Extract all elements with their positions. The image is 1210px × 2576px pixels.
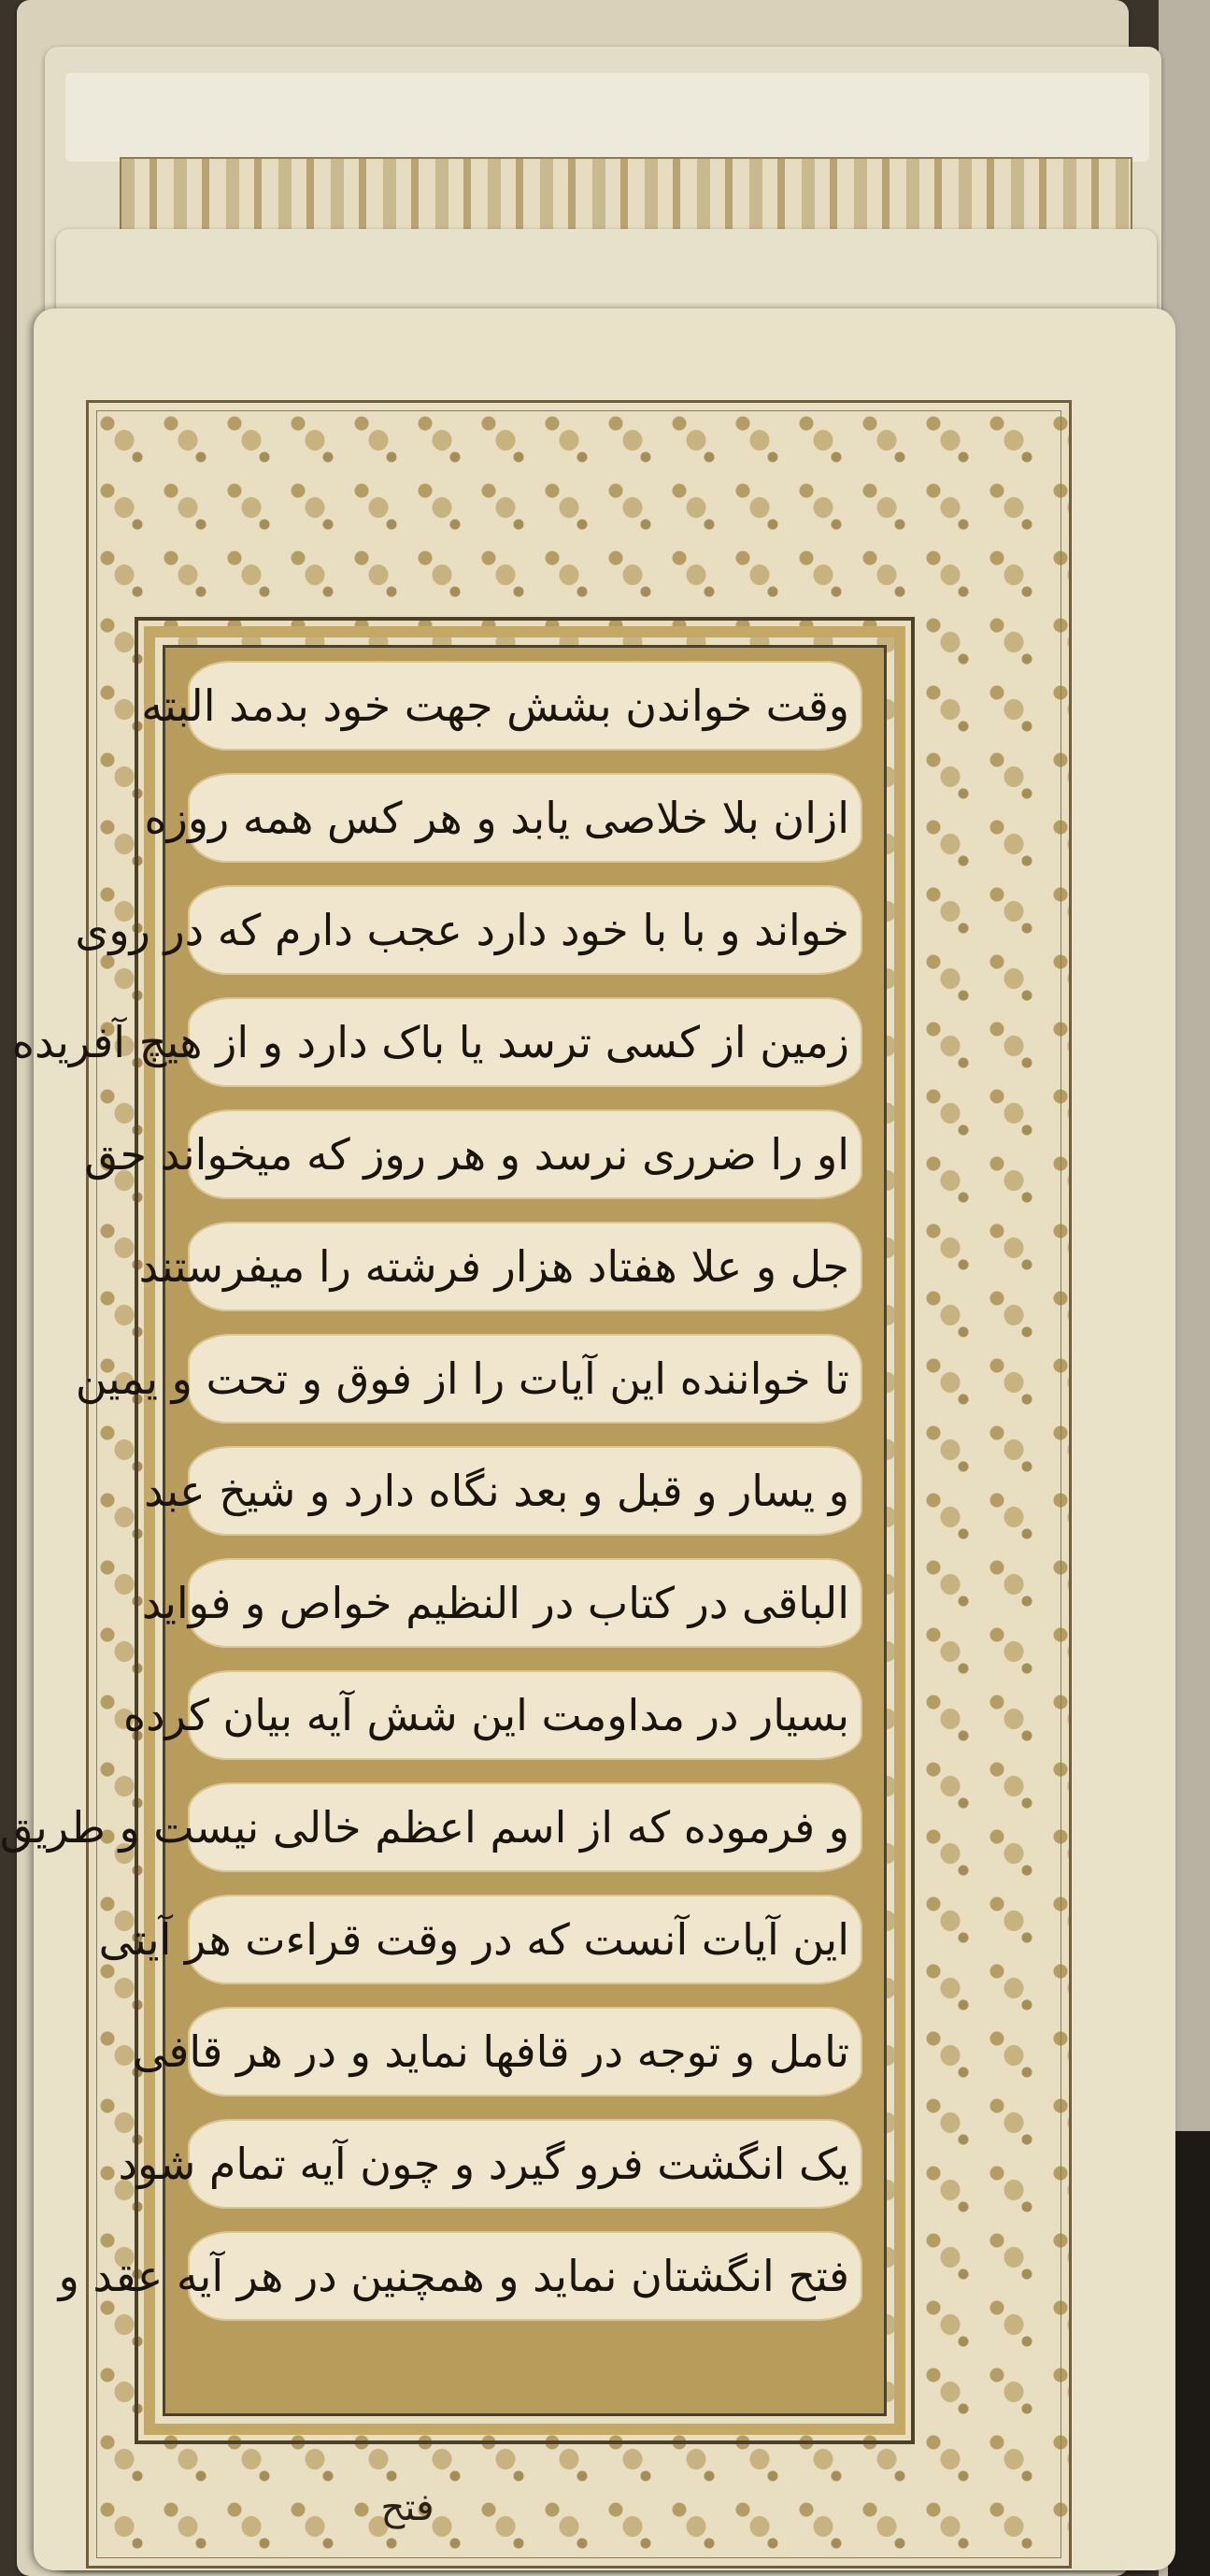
text-lines [0, 648, 884, 2413]
manuscript-page [0, 308, 1175, 2570]
text-line: و یسار و قبل و بعد نگاه دارد و شیخ عبد [188, 1446, 862, 1536]
text-line: وقت خواندن بشش جهت خود بدمد البته [188, 661, 862, 751]
text-line: فتح انگشتان نماید و همچنین در هر آیه عقد و [188, 2231, 862, 2321]
text-line: بسیار در مداومت این شش آیه بیان کرده [188, 1670, 862, 1760]
text-line: ازان بلا خلاصی یابد و هر کس همه روزه [188, 773, 862, 863]
text-ground [0, 645, 887, 2416]
text-line: تا خواننده این آیات را از فوق و تحت و یمین [188, 1334, 862, 1424]
text-line: جل و علا هفتاد هزار فرشته را میفرستند [188, 1222, 862, 1311]
text-line: تامل و توجه در قافها نماید و در هر قافی [188, 2007, 862, 2097]
text-line: یک انگشت فرو گیرد و چون آیه تمام شود [188, 2119, 862, 2209]
text-line: و فرموده که از اسم اعظم خالی نیست و طریق [188, 1782, 862, 1872]
text-line: الباقی در کتاب در النظیم خواص و فواید [188, 1558, 862, 1648]
ornamental-border-band [120, 157, 1132, 234]
text-line: زمین از کسی ترسد یا باک دارد و از هیچ آفریده [188, 997, 862, 1087]
text-line: این آیات آنست که در وقت قراءت هر آیتی [188, 1895, 862, 1984]
catchword: فتح [380, 2486, 434, 2529]
text-line: او را ضرری نرسد و هر روز که میخواند حق [188, 1109, 862, 1199]
text-line: خواند و با با خود دارد عجب دارم که در روی [188, 885, 862, 975]
text-panel [0, 617, 915, 2444]
paper-tape [65, 73, 1149, 162]
